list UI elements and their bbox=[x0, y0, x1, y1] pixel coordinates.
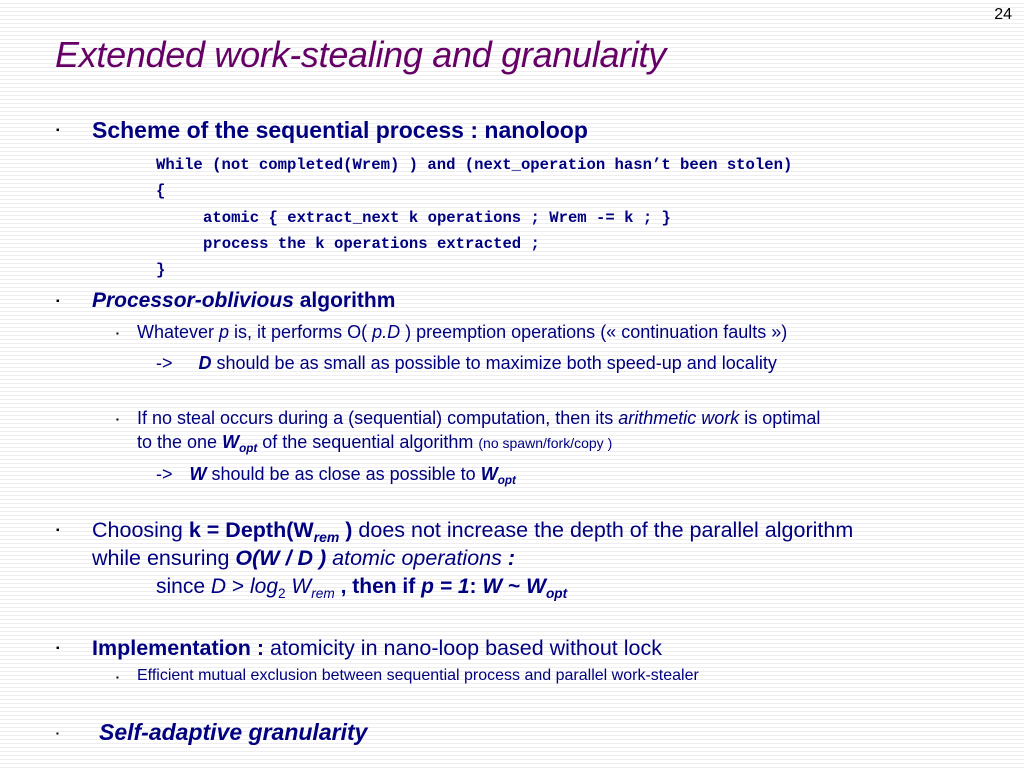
arrow-w-text: -> W should be as close as possible to $W_{opt}$ bbox=[156, 464, 516, 488]
bullet-icon: ▪ bbox=[56, 125, 60, 136]
code-line: { bbox=[156, 182, 166, 200]
sub-bullet-icon: ▪ bbox=[116, 329, 119, 338]
since-text: since $D > \log_2 W_{rem}$ , then if p = 1: W ~ $W_{opt}$ bbox=[156, 575, 568, 601]
self-adaptive-granularity-text: Self-adaptive granularity bbox=[99, 719, 368, 745]
code-line: } bbox=[156, 261, 166, 279]
bullet-icon: ▪ bbox=[56, 729, 59, 738]
bullet-icon: ▪ bbox=[56, 525, 60, 536]
no-steal-text: If no steal occurs during a (sequential) computation, then its arithmetic work is optimal bbox=[137, 408, 821, 428]
code-line: process the k operations extracted ; bbox=[203, 235, 540, 253]
bullet-icon: ▪ bbox=[56, 296, 60, 307]
processor-oblivious-heading: Processor-oblivious algorithm bbox=[92, 289, 396, 312]
choosing-k-text: Choosing $k = Depth(W_{rem}$ ) does not increase the depth of the parallel algorithm bbox=[92, 518, 854, 545]
implementation-text: Implementation : atomicity in nano-loop based without lock bbox=[92, 636, 662, 660]
code-line: While (not completed(Wrem) ) and (next_operation hasn’t been stolen) bbox=[156, 156, 793, 174]
sequential-algorithm-text: to the one $W_{opt}$ of the sequential algorithm (no spawn/fork/copy ) bbox=[137, 432, 613, 456]
page-number: 24 bbox=[994, 6, 1012, 23]
bullet-icon: ▪ bbox=[56, 643, 60, 654]
while-ensuring-text: while ensuring O(W / D ) atomic operations : bbox=[92, 546, 516, 570]
sub-bullet-icon: ▪ bbox=[116, 415, 119, 424]
sub-bullet-icon: ▪ bbox=[116, 673, 119, 682]
arrow-d-text: -> D should be as small as possible to maximize both speed-up and locality bbox=[156, 353, 777, 373]
mutual-exclusion-text: Efficient mutual exclusion between sequential process and parallel work-stealer bbox=[137, 667, 699, 684]
code-line: atomic { extract_next k operations ; Wrem -= k ; } bbox=[203, 209, 671, 227]
nanoloop-heading: Scheme of the sequential process : nanoloop bbox=[92, 117, 588, 143]
slide-title: Extended work-stealing and granularity bbox=[55, 34, 666, 75]
whatever-p-text: Whatever p is, it performs O( p.D ) preemption operations (« continuation faults ») bbox=[137, 322, 788, 342]
